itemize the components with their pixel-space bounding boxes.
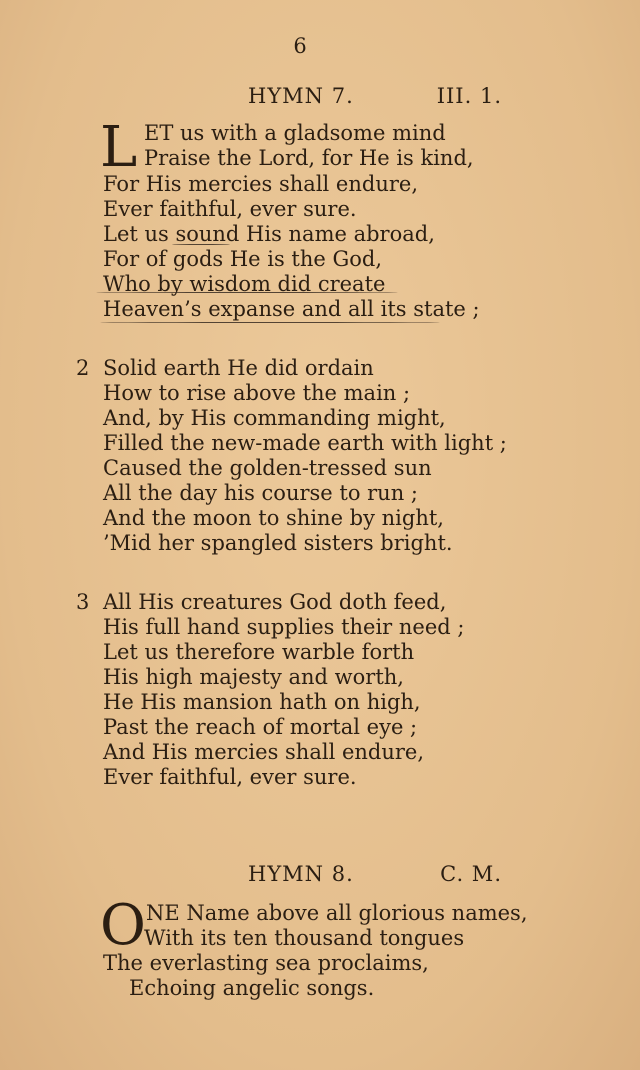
verse-line: Praise the Lord, for He is kind, xyxy=(144,146,474,170)
verse-line: Who by wisdom did create xyxy=(103,272,386,296)
verse-number: 2 xyxy=(76,356,90,380)
verse-line: And the moon to shine by night, xyxy=(103,506,444,530)
verse-line: Heaven’s expanse and all its state ; xyxy=(103,297,480,321)
hymn-8-drop-cap: O xyxy=(100,893,146,958)
verse-line: And, by His commanding might, xyxy=(103,406,446,430)
verse-line: Ever faithful, ever sure. xyxy=(103,765,357,789)
verse-line: Past the reach of mortal eye ; xyxy=(103,715,418,739)
verse-line: For of gods He is the God, xyxy=(103,247,383,271)
pencil-underline xyxy=(96,292,398,293)
verse-line: Echoing angelic songs. xyxy=(129,976,375,1000)
hymn-7-drop-cap: L xyxy=(100,115,138,180)
verse-line: Ever faithful, ever sure. xyxy=(103,197,357,221)
verse-line: He His mansion hath on high, xyxy=(103,690,421,714)
verse-line: With its ten thousand tongues xyxy=(144,926,465,950)
verse-line: His full hand supplies their need ; xyxy=(103,615,465,639)
pencil-underline xyxy=(100,322,440,323)
verse-line: ET us with a gladsome mind xyxy=(144,121,446,145)
verse-line: ’Mid her spangled sisters bright. xyxy=(103,531,453,555)
hymn-8-title: HYMN 8. xyxy=(248,862,354,886)
verse-line: The everlasting sea proclaims, xyxy=(103,951,429,975)
hymn-7-meter: III. 1. xyxy=(436,84,502,108)
verse-line: For His mercies shall endure, xyxy=(103,172,418,196)
hymn-8-meter: C. M. xyxy=(440,862,502,886)
verse-line: Solid earth He did ordain xyxy=(103,356,374,380)
verse-line: NE Name above all glorious names, xyxy=(146,901,528,925)
verse-line: How to rise above the main ; xyxy=(103,381,411,405)
verse-line: Let us sound His name abroad, xyxy=(103,222,435,246)
page-number: 6 xyxy=(293,34,307,58)
pencil-underline xyxy=(172,244,230,245)
verse-line: His high majesty and worth, xyxy=(103,665,404,689)
verse-line: Let us therefore warble forth xyxy=(103,640,415,664)
hymn-7-title: HYMN 7. xyxy=(248,84,354,108)
verse-line: Filled the new-made earth with light ; xyxy=(103,431,507,455)
verse-line: Caused the golden-tressed sun xyxy=(103,456,432,480)
verse-line: All His creatures God doth feed, xyxy=(103,590,447,614)
verse-line: All the day his course to run ; xyxy=(103,481,418,505)
verse-line: And His mercies shall endure, xyxy=(103,740,425,764)
verse-number: 3 xyxy=(76,590,90,614)
